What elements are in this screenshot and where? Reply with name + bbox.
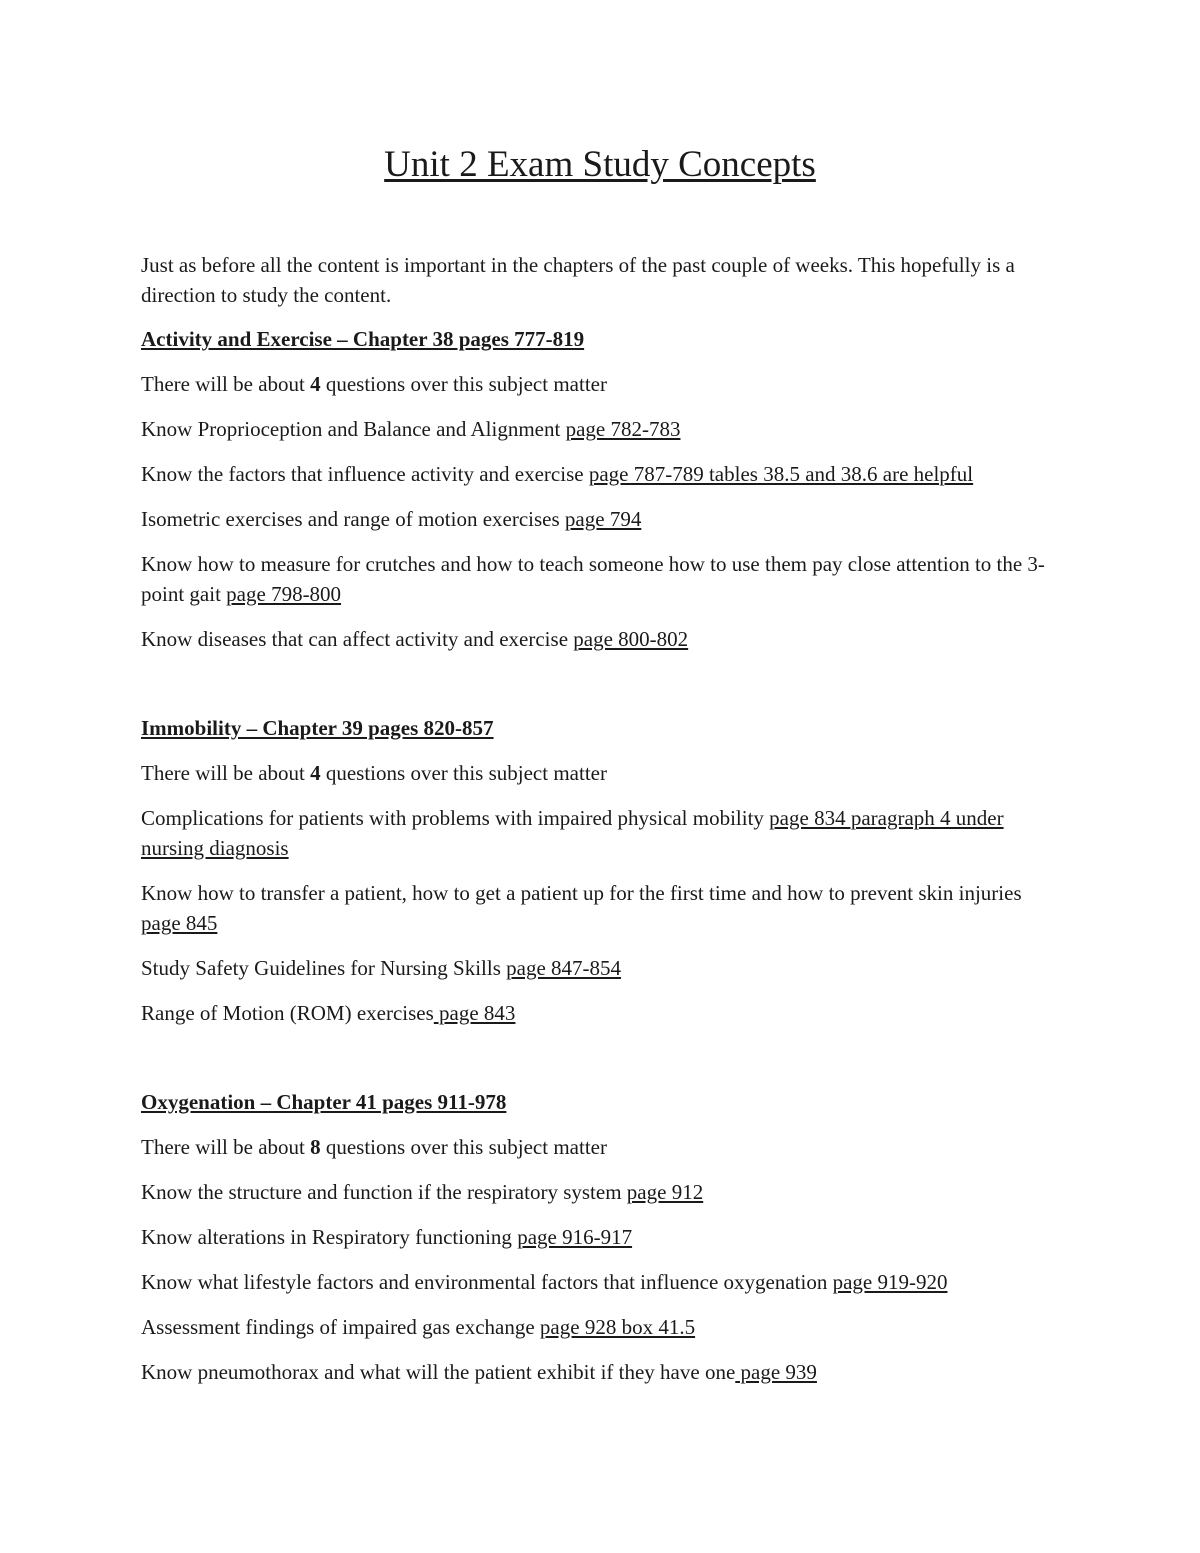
item-text: Isometric exercises and range of motion exercises [141,507,565,531]
list-item [141,998,1061,1028]
item-text: Assessment findings of impaired gas exchange [141,1315,540,1339]
question-count-line [141,1132,1061,1162]
list-item [141,803,1061,863]
page-reference: page 834 paragraph 4 under nursing diagnosis [141,806,1004,860]
page-reference: page 919-920 [832,1270,948,1294]
list-item [141,624,1061,654]
count-suffix: questions over this subject matter [320,372,607,396]
item-text: Know how to transfer a patient, how to get a patient up for the first time and how to prevent skin injuries [141,881,1022,905]
list-item [141,953,1061,983]
section-activity-exercise [141,324,1061,654]
page-reference: page 939 [735,1360,817,1384]
count-prefix: There will be about [141,761,311,785]
question-count-line [141,758,1061,788]
question-count: 4 [310,761,321,785]
item-text: Know the structure and function if the respiratory system [141,1180,627,1204]
count-suffix: questions over this subject matter [320,1135,607,1159]
page-reference: page 782-783 [565,417,681,441]
list-item [141,1267,1061,1297]
list-item [141,1177,1061,1207]
page-reference: page 800-802 [573,627,689,651]
page-reference: page 794 [564,507,642,531]
intro-paragraph: Just as before all the content is important in the chapters of the past couple of weeks. This hopefully is a direction to study the content. [141,253,1015,307]
question-count-line [141,369,1061,399]
page-reference: page 928 box 41.5 [539,1315,696,1339]
section-heading: Immobility – Chapter 39 pages 820-857 [141,716,494,740]
page-reference: page 912 [626,1180,704,1204]
item-text: Know Proprioception and Balance and Alignment [141,417,566,441]
list-item [141,878,1061,938]
count-prefix: There will be about [141,1135,311,1159]
list-item [141,549,1061,609]
document-body [141,250,1061,1402]
document-title: Unit 2 Exam Study Concepts [384,144,816,185]
section-heading: Oxygenation – Chapter 41 pages 911-978 [141,1090,507,1114]
list-item [141,414,1061,444]
question-count: 8 [310,1135,321,1159]
list-item [141,1312,1061,1342]
section-spacer [141,1043,1061,1087]
item-text: Know pneumothorax and what will the patient exhibit if they have one [141,1360,736,1384]
page-reference: page 843 [433,1001,516,1025]
list-item [141,1357,1061,1387]
count-suffix: questions over this subject matter [320,761,607,785]
question-count: 4 [310,372,321,396]
item-text: Study Safety Guidelines for Nursing Skills [141,956,507,980]
item-text: Know what lifestyle factors and environmental factors that influence oxygenation [141,1270,833,1294]
item-text: Know how to measure for crutches and how to teach someone how to use them pay close attention to the 3-point gait [141,552,1045,606]
section-spacer [141,669,1061,713]
page-reference: page 847-854 [506,956,622,980]
list-item [141,459,1061,489]
section-heading: Activity and Exercise – Chapter 38 pages 777-819 [141,327,585,351]
page-reference: page 845 [141,911,218,935]
item-text: Complications for patients with problems with impaired physical mobility [141,806,770,830]
section-immobility [141,713,1061,1028]
count-prefix: There will be about [141,372,311,396]
page-reference: page 798-800 [226,582,342,606]
item-text: Range of Motion (ROM) exercises [141,1001,434,1025]
page-reference: page 787-789 tables 38.5 and 38.6 are helpful [588,462,974,486]
item-text: Know diseases that can affect activity and exercise [141,627,574,651]
list-item [141,1222,1061,1252]
page-reference: page 916-917 [517,1225,633,1249]
section-oxygenation [141,1087,1061,1387]
item-text: Know alterations in Respiratory functioning [141,1225,518,1249]
list-item [141,504,1061,534]
item-text: Know the factors that influence activity and exercise [141,462,589,486]
